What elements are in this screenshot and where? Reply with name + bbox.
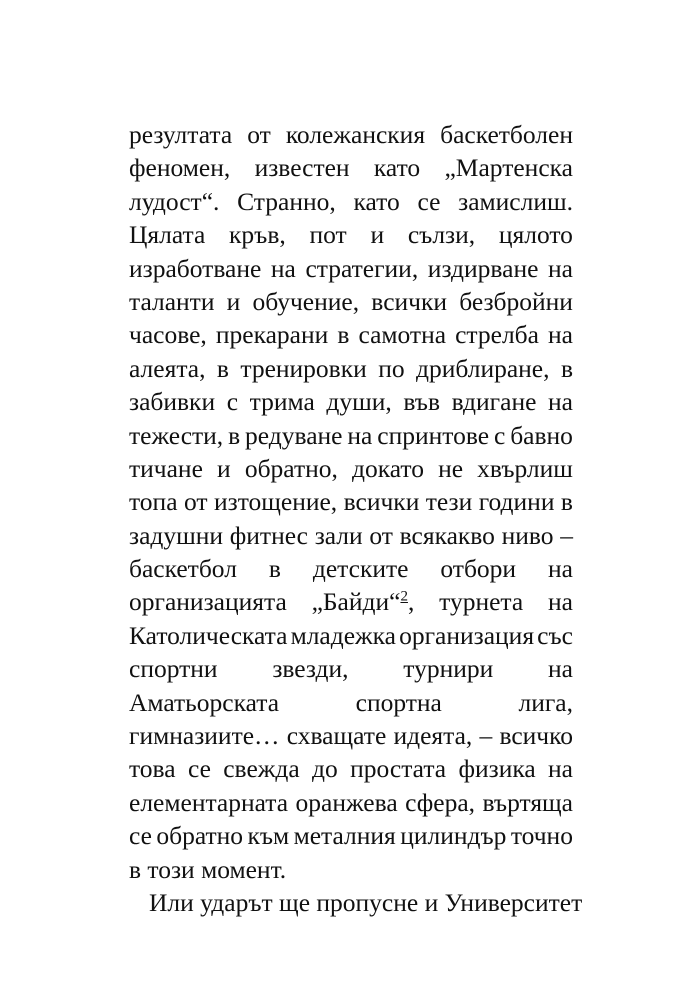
text-line <box>129 485 573 518</box>
word: обратно <box>156 821 244 851</box>
word: баскетболен <box>440 120 573 149</box>
word: това <box>129 754 176 784</box>
text-line <box>129 185 573 218</box>
word: докато <box>352 453 424 483</box>
word: на <box>548 554 573 584</box>
word: баскетбол <box>129 554 237 584</box>
word: физика <box>458 754 536 784</box>
text-line <box>129 652 573 685</box>
word: тичане <box>129 453 203 483</box>
word: от <box>183 487 208 517</box>
text-line <box>129 686 573 719</box>
word: таланти <box>129 286 215 316</box>
word: и <box>226 286 241 316</box>
word: изработване <box>129 253 262 283</box>
word: в <box>268 554 281 584</box>
word: – <box>479 721 493 751</box>
word: лига, <box>518 687 573 717</box>
text-line <box>129 252 573 285</box>
word: идеята, <box>393 721 473 751</box>
word: простата <box>350 754 447 784</box>
word: кръв, <box>229 220 286 250</box>
text-line <box>129 552 573 585</box>
word: хвърлиш <box>477 453 573 483</box>
word: трима <box>249 387 315 417</box>
word: отбори <box>440 554 517 584</box>
word: задушни <box>129 520 224 550</box>
word: от <box>369 520 393 550</box>
footnote-reference[interactable]: 2 <box>400 588 408 605</box>
word: елементарната <box>129 787 289 817</box>
word: изтощение, <box>213 487 338 517</box>
word: обратно, <box>244 453 338 483</box>
text-line <box>129 786 573 819</box>
word: тежести, <box>129 420 224 450</box>
word: лудост“. <box>129 186 220 216</box>
word: спринтове <box>377 420 490 450</box>
word: на <box>548 253 573 283</box>
word: известен <box>254 153 350 183</box>
word: точно <box>510 821 573 851</box>
text-line <box>129 819 573 852</box>
word: не <box>438 453 464 483</box>
word: спортни <box>129 654 218 684</box>
word: фитнес <box>229 520 308 550</box>
text-line <box>129 452 573 485</box>
word: сълзи, <box>407 220 476 250</box>
word: всички <box>343 487 420 517</box>
word: забивки <box>129 387 216 417</box>
word: по <box>378 353 405 383</box>
word: „Мартенска <box>444 153 573 183</box>
word: в <box>337 320 350 350</box>
word: и <box>217 453 231 483</box>
word: всички <box>371 286 448 316</box>
word: обучение, <box>252 286 360 316</box>
word: цилиндър <box>400 821 507 851</box>
word: на <box>548 654 573 684</box>
word: звезди, <box>272 654 349 684</box>
word: до <box>312 754 338 784</box>
word: се <box>129 821 152 851</box>
word: години <box>478 487 555 517</box>
word: турнири <box>403 654 494 684</box>
word: зали <box>314 520 363 550</box>
word: колежанския <box>285 120 426 149</box>
body-text <box>129 118 583 919</box>
footnote-punctuation: , <box>407 587 415 617</box>
word: топа <box>129 487 178 517</box>
word: тренировки <box>240 353 367 383</box>
word: в <box>560 487 573 517</box>
word: сфера, <box>405 787 476 817</box>
word: на <box>548 587 573 617</box>
word: дриблиране, <box>416 353 550 383</box>
word: момент. <box>201 854 287 884</box>
text-line <box>129 719 573 752</box>
word: като <box>353 186 400 216</box>
word: младежка <box>290 620 396 650</box>
word: на <box>548 754 573 784</box>
word: гимназиите… <box>129 721 280 751</box>
word: самотна <box>358 320 447 350</box>
word: схващате <box>286 721 387 751</box>
word: се <box>417 186 441 216</box>
word: от <box>247 120 271 149</box>
word: вдигане <box>451 387 537 417</box>
word: прекарани <box>215 320 329 350</box>
word: ниво <box>501 520 554 550</box>
word: – <box>560 520 573 550</box>
word: цялото <box>498 220 573 250</box>
word: души, <box>326 387 392 417</box>
word: свежда <box>223 754 300 784</box>
word: на <box>347 420 373 450</box>
text-line <box>129 118 573 151</box>
text-line <box>129 218 573 251</box>
paragraph-2-first-line <box>129 886 583 919</box>
word: тези <box>425 487 473 517</box>
word: Странно, <box>237 186 336 216</box>
text-line <box>129 752 573 785</box>
text-line <box>129 285 573 318</box>
word: пот <box>309 220 347 250</box>
text-line <box>129 519 573 552</box>
text-line <box>129 619 573 652</box>
text-line <box>129 318 573 351</box>
word: с <box>493 420 506 450</box>
word: в <box>216 353 229 383</box>
word: във <box>403 387 441 417</box>
text-line <box>129 585 573 618</box>
word: алеята, <box>129 353 206 383</box>
word: стрелба <box>455 320 539 350</box>
word: Аматьорската <box>129 687 280 717</box>
word: към <box>247 821 290 851</box>
word: металния <box>293 821 396 851</box>
word: Цялата <box>129 220 206 250</box>
word: в <box>560 353 573 383</box>
word: с <box>226 387 239 417</box>
word: резултата <box>129 120 233 149</box>
word: и <box>370 220 385 250</box>
word: бавно <box>510 420 573 450</box>
word: този <box>147 854 195 884</box>
paragraph-2-text: Или ударът ще пропусне и Университет <box>149 887 583 917</box>
word: всякакво <box>399 520 495 550</box>
word: безбройни <box>459 286 573 316</box>
word: феномен, <box>129 153 231 183</box>
word: детските <box>312 554 409 584</box>
word: часове, <box>129 320 207 350</box>
word: спортна <box>355 687 442 717</box>
word: в <box>228 420 241 450</box>
text-line <box>129 853 573 886</box>
word: „Байди“$^2$, <box>311 587 415 617</box>
word: Католическата <box>129 620 288 650</box>
word: турнета <box>439 587 524 617</box>
word: със <box>537 620 573 650</box>
text-line <box>129 385 573 418</box>
word: организацията <box>129 587 287 617</box>
word: стратегии, <box>305 253 419 283</box>
text-line <box>129 352 573 385</box>
word: на <box>548 320 573 350</box>
text-line <box>129 151 573 184</box>
word: редуване <box>245 420 343 450</box>
word: на <box>270 253 296 283</box>
text-line <box>129 419 573 452</box>
word: се <box>187 754 211 784</box>
word: замислиш. <box>458 186 573 216</box>
word: организация <box>399 620 535 650</box>
word: всичко <box>499 721 573 751</box>
paragraph-1 <box>129 118 573 886</box>
word: оранжева <box>295 787 398 817</box>
word: издирване <box>427 253 539 283</box>
word: на <box>548 387 573 417</box>
word: в <box>129 854 142 884</box>
word: въртяща <box>482 787 573 817</box>
word: като <box>373 153 421 183</box>
